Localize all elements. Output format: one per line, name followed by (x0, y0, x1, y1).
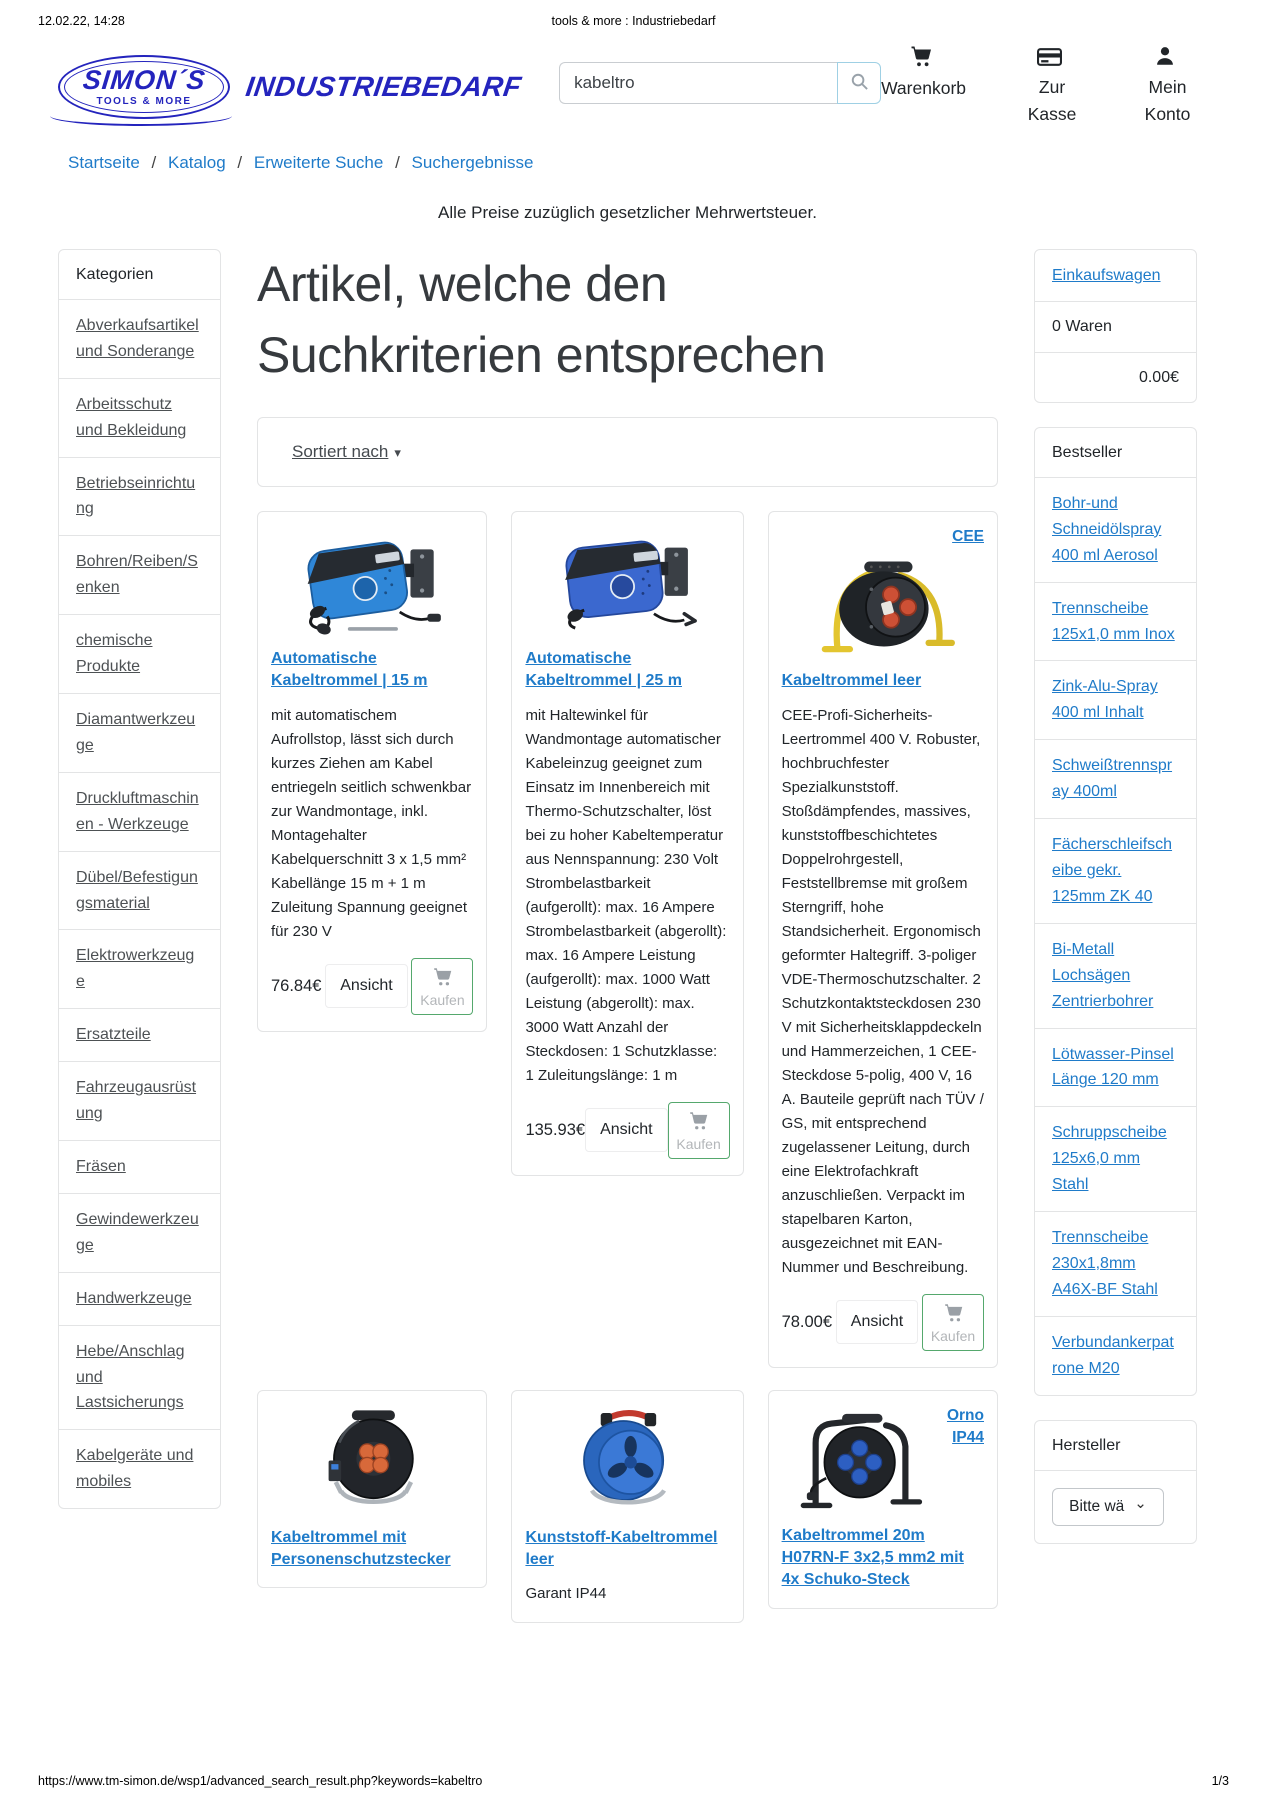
sidebar-item-gewindewerkzeuge[interactable]: Gewindewerkzeuge (58, 1193, 221, 1273)
sort-card (257, 417, 998, 487)
bestseller-item[interactable]: Trennscheibe 230x1,8mm A46X-BF Stahl (1034, 1211, 1197, 1317)
product-image[interactable] (525, 526, 729, 638)
product-card-auto-15m (257, 511, 487, 1032)
print-page-number: 1/3 (1211, 1774, 1229, 1788)
cart-item-count: 0 Waren (1034, 301, 1197, 352)
sidebar-item-kabelgeraete[interactable]: Kabelgeräte und mobiles (58, 1429, 221, 1509)
sidebar-item-chemische-produkte[interactable]: chemische Produkte (58, 614, 221, 694)
product-title-link[interactable]: Kabeltrommel leer (781, 672, 922, 690)
print-url: https://www.tm-simon.de/wsp1/advanced_search_result.php?keywords=kabeltro (38, 1774, 483, 1788)
sidebar-item-druckluft[interactable]: Druckluftmaschinen - Werkzeuge (58, 772, 221, 852)
logo-name: SIMON´S (81, 65, 207, 96)
product-actions (525, 1102, 729, 1159)
sidebar-item-hebe-anschlag[interactable]: Hebe/Anschlag und Lastsicherungs (58, 1325, 221, 1431)
sidebar-item-fahrzeugausruestung[interactable]: Fahrzeugausrüstung (58, 1061, 221, 1141)
manufacturer-select[interactable] (1052, 1488, 1164, 1526)
product-image-row (782, 1405, 984, 1517)
header-nav (881, 44, 1197, 127)
print-footer (38, 1774, 1229, 1788)
cart-icon (943, 1302, 964, 1326)
credit-card-icon (1037, 47, 1062, 74)
page (0, 34, 1273, 1752)
product-badge-link[interactable]: Orno IP44 (946, 1406, 984, 1447)
buy-button[interactable] (411, 958, 473, 1015)
product-title-link[interactable]: Kabeltrommel 20m H07RN-F 3x2,5 mm2 mit 4x Schuko-Steck (781, 1526, 964, 1589)
logo-tagline: TOOLS & MORE (96, 96, 192, 108)
breadcrumb-separator: / (395, 152, 400, 172)
buy-button-label: Kaufen (676, 1135, 721, 1152)
sidebar-item-diamantwerkzeuge[interactable]: Diamantwerkzeuge (58, 693, 221, 773)
product-description: mit Haltewinkel für Wandmontage automatischer Kabeleinzug geeignet zum Einsatz im Innenbereich mit Thermo-Schutzschalter, löst bei zu hoher Kabeltemperatur aus Nennspannung: 230 Volt Strombelastbarkeit (aufgerollt): max. 16 Ampere Strombelastbarkeit (abgerollt): max. 16 Ampere Leistung (aufgerollt): max. 1000 Watt Leistung (abgerollt): max. 3000 Watt Anzahl der Steckdosen: 1 Schutzklasse: 1 Zuleitungslänge: 1 m (525, 706, 727, 1084)
product-card-auto-25m (511, 511, 743, 1176)
product-title-link[interactable]: Automatische Kabeltrommel | 15 m (271, 649, 428, 690)
product-actions (782, 1294, 984, 1351)
manufacturer-select-cell (1034, 1470, 1197, 1544)
caret-down-icon: ▾ (394, 444, 401, 460)
sidebar-item-bohren[interactable]: Bohren/Reiben/Senken (58, 535, 221, 615)
main-column (257, 249, 998, 1624)
view-button[interactable]: Ansicht (325, 964, 407, 1008)
cart-summary-link-cell[interactable] (1034, 249, 1197, 303)
search-icon (850, 72, 869, 94)
bestseller-panel (1034, 427, 1197, 1396)
sidebar-item-arbeitsschutz[interactable]: Arbeitsschutz und Bekleidung (58, 378, 221, 458)
cart-icon (688, 1110, 709, 1134)
tax-notice: Alle Preise zuzüglich gesetzlicher Mehrwertsteuer. (438, 202, 817, 222)
manufacturer-title: Hersteller (1034, 1420, 1197, 1471)
categories-panel (58, 249, 221, 1509)
nav-mein-konto[interactable] (1138, 44, 1197, 127)
bestseller-item[interactable]: Bi-Metall Lochsägen Zentrierbohrer (1034, 923, 1197, 1029)
product-card-personenschutz (257, 1390, 487, 1589)
bestseller-title: Bestseller (1034, 427, 1197, 478)
cart-icon (432, 966, 453, 990)
content-grid (58, 249, 1197, 1624)
bestseller-item[interactable]: Schruppscheibe 125x6,0 mm Stahl (1034, 1106, 1197, 1212)
sort-label: Sortiert nach (292, 441, 389, 461)
product-image[interactable] (782, 548, 984, 660)
logo-brand-text: INDUSTRIEBEDARF (243, 71, 524, 103)
product-image[interactable] (271, 526, 473, 638)
nav-zur-kasse-label: Zur Kasse (1027, 77, 1077, 124)
breadcrumb-erweiterte-suche[interactable]: Erweiterte Suche (253, 152, 384, 172)
product-title-link[interactable]: Kabeltrommel mit Personenschutzstecker (271, 1528, 451, 1568)
bestseller-item[interactable]: Trennscheibe 125x1,0 mm Inox (1034, 582, 1197, 662)
product-price: 78.00€ (781, 1312, 833, 1331)
product-actions (271, 958, 473, 1015)
nav-warenkorb[interactable] (881, 44, 966, 127)
print-date: 12.02.22, 14:28 (38, 14, 125, 28)
breadcrumb-separator: / (237, 152, 243, 172)
product-description: CEE-Profi-Sicherheits-Leertrommel 400 V. Robuster, hochbruchfester Spezialkunststoff. Stoßdämpfendes, massives, kunststoffbeschichtetes Doppelrohrgestell, Feststellbremse mit großem Sterngriff, hohe Standsicherheit. Ergonomisch geformter Haltegriff. 3-poliger VDE-Thermoschutzschalter. 2 Schutzkontaktsteckdosen 230 V mit Sicherheitsklappdeckeln und Hammerzeichen, 1 CEE-Steckdose 5-polig, 400 V, 16 A. Bauteile geprüft nach TÜV / GS, mit entsprechend zugelassener Leitung, durch eine Elektrofachkraft anzuschließen. Verpackt im stapelbaren Karton, ausgezeichnet mit EAN-Nummer und Beschreibung. (781, 706, 984, 1276)
buy-button-label: Kaufen (930, 1327, 976, 1344)
product-description: Garant IP44 (525, 1585, 607, 1603)
product-title-link[interactable]: Automatische Kabeltrommel | 25 m (525, 649, 682, 690)
sidebar-item-duebel[interactable]: Dübel/Befestigungsmaterial (58, 851, 221, 931)
breadcrumb-katalog[interactable]: Katalog (168, 152, 226, 172)
chevron-down-icon: ⌄ (1134, 1494, 1147, 1512)
product-price: 135.93€ (525, 1120, 586, 1139)
sidebar-item-elektrowerkzeuge[interactable]: Elektrowerkzeuge (58, 929, 221, 1009)
sort-dropdown[interactable] (292, 442, 401, 461)
product-image[interactable] (271, 1405, 473, 1517)
bestseller-item[interactable]: Lötwasser-Pinsel Länge 120 mm (1034, 1028, 1197, 1108)
product-image[interactable] (782, 1405, 932, 1517)
shop-logo[interactable] (58, 55, 524, 119)
bestseller-item[interactable]: Zink-Alu-Spray 400 ml Inhalt (1034, 660, 1197, 740)
user-icon (1154, 45, 1176, 74)
cart-summary-panel (1034, 249, 1197, 403)
cart-total: 0.00€ (1034, 352, 1197, 403)
logo-ellipse (58, 55, 230, 119)
product-title-link[interactable]: Kunststoff-Kabeltrommel leer (525, 1528, 718, 1568)
bestseller-item[interactable]: Bohr-und Schneidölspray 400 ml Aerosol (1034, 477, 1197, 583)
product-image[interactable] (525, 1405, 729, 1517)
buy-button-label: Kaufen (420, 991, 465, 1008)
buy-button[interactable] (922, 1294, 984, 1351)
categories-title: Kategorien (58, 249, 221, 300)
breadcrumb-startseite[interactable]: Startseite (68, 152, 140, 172)
manufacturer-panel (1034, 1420, 1197, 1544)
breadcrumb-separator: / (151, 152, 157, 172)
bestseller-item[interactable]: Schweißtrennspray 400ml (1034, 739, 1197, 819)
sidebar-item-handwerkzeuge[interactable]: Handwerkzeuge (58, 1272, 221, 1326)
manufacturer-select-value: Bitte wä (1069, 1497, 1125, 1515)
buy-button[interactable] (668, 1102, 730, 1159)
search-button[interactable] (837, 62, 881, 104)
search-group (559, 62, 881, 104)
page-title: Artikel, welche den Suchkriterien entsprechen (257, 255, 826, 383)
sidebar-item-abverkauf[interactable]: Abverkaufsartikel und Sonderange (58, 299, 221, 379)
nav-zur-kasse[interactable] (1024, 44, 1080, 127)
bestseller-item[interactable]: Fächerschleifscheibe gekr. 125mm ZK 40 (1034, 818, 1197, 924)
cart-icon (909, 44, 933, 75)
nav-mein-konto-label: Mein Konto (1144, 77, 1191, 124)
shop-header (58, 48, 1197, 127)
sidebar-item-ersatzteile[interactable]: Ersatzteile (58, 1008, 221, 1062)
sidebar-item-betriebseinrichtung[interactable]: Betriebseinrichtung (58, 457, 221, 537)
bestseller-item[interactable]: Verbundankerpatrone M20 (1034, 1316, 1197, 1396)
print-document-title: tools & more : Industriebedarf (551, 14, 716, 28)
sidebar-item-fraesen[interactable]: Fräsen (58, 1140, 221, 1194)
nav-warenkorb-label: Warenkorb (881, 78, 966, 99)
product-description: mit automatischem Aufrollstop, lässt sich durch kurzes Ziehen am Kabel entriegeln seitlich schwenkbar zur Wandmontage, inkl. Montagehalter Kabelquerschnitt 3 x 1,5 mm² Kabellänge 15 m + 1 m Zuleitung Spannung geeignet für 230 V (271, 706, 472, 940)
product-card-kunststoff-leer (511, 1390, 743, 1624)
search-input[interactable] (559, 62, 837, 104)
einkaufswagen-link[interactable]: Einkaufswagen (1052, 266, 1161, 284)
view-button[interactable]: Ansicht (585, 1108, 667, 1152)
view-button[interactable]: Ansicht (836, 1300, 918, 1344)
right-sidebar (1034, 249, 1197, 1544)
product-card-orno-20m (768, 1390, 998, 1609)
product-price: 76.84€ (271, 976, 322, 995)
breadcrumb (58, 153, 1197, 173)
product-badge-link[interactable]: CEE (952, 527, 984, 545)
product-card-cee-leer (768, 511, 998, 1368)
product-grid (257, 511, 998, 1624)
breadcrumb-suchergebnisse[interactable]: Suchergebnisse (411, 152, 534, 172)
